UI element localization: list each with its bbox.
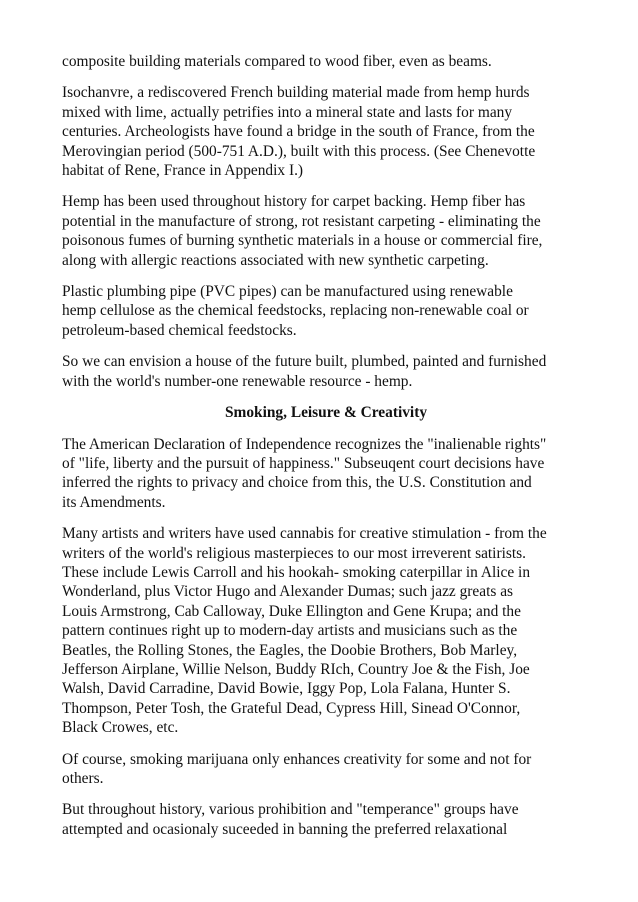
text-line: attempted and ocasionaly suceeded in banning the preferred relaxational	[62, 820, 508, 838]
text-line: its Amendments.	[62, 493, 166, 511]
text-line: Of course, smoking marijuana only enhances creativity for some and not for	[62, 750, 532, 768]
text-line: Isochanvre, a rediscovered French building material made from hemp hurds	[62, 84, 530, 102]
paragraph-pvc-pipes	[62, 282, 590, 340]
paragraph-composite-materials	[62, 52, 590, 71]
text-line: hemp cellulose as the chemical feedstocks, replacing non-renewable coal or	[62, 302, 529, 320]
text-line: Thompson, Peter Tosh, the Grateful Dead, Cypress Hill, Sinead O'Connor,	[62, 699, 521, 717]
text-line: Merovingian period (500-751 A.D.), built with this process. (See Chenevotte	[62, 142, 536, 160]
paragraph-artists-writers	[62, 524, 590, 737]
text-line: along with allergic reactions associated with new synthetic carpeting.	[62, 251, 489, 269]
text-line: writers of the world's religious masterpieces to our most irreverent satirists.	[62, 544, 526, 562]
text-line: Hemp has been used throughout history for carpet backing. Hemp fiber has	[62, 193, 526, 211]
text-line: Plastic plumbing pipe (PVC pipes) can be manufactured using renewable	[62, 283, 513, 301]
text-line: poisonous fumes of burning synthetic materials in a house or commercial fire,	[62, 232, 543, 250]
document-page	[62, 52, 590, 851]
paragraph-declaration	[62, 435, 590, 513]
text-line: The American Declaration of Independence recognizes the "inalienable rights"	[62, 435, 547, 453]
text-line: with the world's number-one renewable resource - hemp.	[62, 372, 413, 390]
paragraph-creativity	[62, 750, 590, 789]
text-line: of "life, liberty and the pursuit of happiness." Subseuqent court decisions have	[62, 454, 545, 472]
text-line: Many artists and writers have used cannabis for creative stimulation - from the	[62, 525, 547, 543]
paragraph-prohibition	[62, 800, 590, 839]
text-line: Black Crowes, etc.	[62, 719, 179, 737]
text-line: composite building materials compared to wood fiber, even as beams.	[62, 53, 492, 70]
text-line: These include Lewis Carroll and his hookah- smoking caterpillar in Alice in	[62, 563, 531, 581]
text-line: Walsh, David Carradine, David Bowie, Iggy Pop, Lola Falana, Hunter S.	[62, 680, 511, 698]
text-line: habitat of Rene, France in Appendix I.)	[62, 162, 304, 180]
paragraph-house-of-future	[62, 352, 590, 391]
text-line: mixed with lime, actually petrifies into a mineral state and lasts for many	[62, 103, 513, 121]
text-line: potential in the manufacture of strong, rot resistant carpeting - eliminating the	[62, 212, 541, 230]
section-heading: Smoking, Leisure & Creativity	[224, 404, 428, 422]
text-line: So we can envision a house of the future built, plumbed, painted and furnished	[62, 353, 547, 371]
text-line: centuries. Archeologists have found a bridge in the south of France, from the	[62, 123, 535, 141]
text-line: But throughout history, various prohibition and "temperance" groups have	[62, 801, 519, 819]
text-line: others.	[62, 770, 104, 787]
text-line: Louis Armstrong, Cab Calloway, Duke Ellington and Gene Krupa; and the	[62, 602, 521, 620]
text-line: pattern continues right up to modern-day artists and musicians such as the	[62, 622, 518, 640]
text-line: inferred the rights to privacy and choice from this, the U.S. Constitution and	[62, 474, 532, 492]
text-line: Jefferson Airplane, Willie Nelson, Buddy RIch, Country Joe & the Fish, Joe	[62, 660, 530, 678]
paragraph-carpet-backing	[62, 192, 590, 270]
paragraph-isochanvre	[62, 83, 590, 180]
text-line: Beatles, the Rolling Stones, the Eagles, the Doobie Brothers, Bob Marley,	[62, 641, 518, 659]
text-line: Wonderland, plus Victor Hugo and Alexander Dumas; such jazz greats as	[62, 583, 514, 601]
text-line: petroleum-based chemical feedstocks.	[62, 321, 297, 339]
